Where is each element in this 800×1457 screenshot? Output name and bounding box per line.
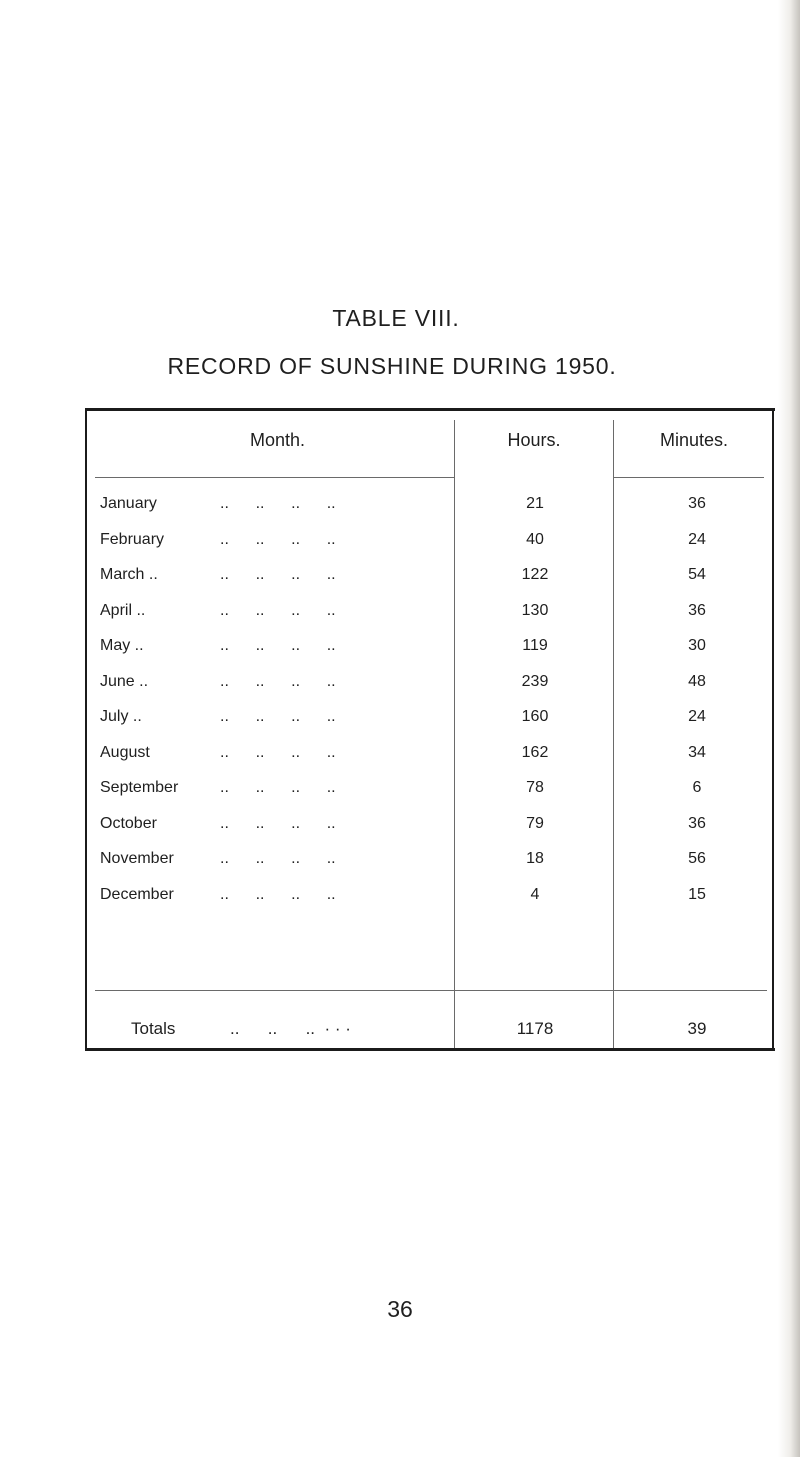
minutes-cell: 15 bbox=[688, 885, 706, 903]
header-underline-month bbox=[95, 477, 455, 478]
totals-label: Totals bbox=[131, 1019, 176, 1038]
leader-dots: .. .. .. .. bbox=[220, 779, 336, 796]
month-name: April .. bbox=[100, 601, 146, 619]
minutes-cell: 24 bbox=[688, 708, 706, 725]
totals-minutes: 39 bbox=[687, 1019, 707, 1038]
leader-dots: .. .. .. .. bbox=[220, 637, 336, 654]
table-row bbox=[0, 779, 800, 815]
header-month: Month. bbox=[249, 430, 306, 450]
month-name: May .. bbox=[100, 637, 144, 654]
leader-dots: .. .. .. .. bbox=[220, 530, 336, 548]
leader-dots: .. .. .. .. bbox=[220, 814, 336, 832]
header-underline-minutes bbox=[614, 477, 764, 478]
leader-dots: .. .. .. .. bbox=[220, 885, 336, 903]
hours-cell: 78 bbox=[526, 779, 544, 796]
minutes-cell: 36 bbox=[688, 601, 706, 619]
table-row bbox=[0, 531, 800, 567]
table-row bbox=[0, 602, 800, 638]
hours-cell: 122 bbox=[521, 566, 549, 583]
table-row bbox=[0, 744, 800, 780]
totals-rule bbox=[95, 990, 767, 991]
minutes-cell: 34 bbox=[688, 743, 706, 761]
table-row bbox=[0, 708, 800, 744]
table-row bbox=[0, 495, 800, 531]
hours-cell: 4 bbox=[530, 885, 540, 903]
month-name: August bbox=[100, 743, 150, 761]
month-name: July .. bbox=[100, 708, 142, 725]
hours-cell: 40 bbox=[526, 530, 544, 548]
leader-dots: .. .. .. .. bbox=[220, 850, 336, 867]
table-row bbox=[0, 673, 800, 709]
leader-dots: .. .. .. .. bbox=[220, 495, 336, 512]
hours-cell: 21 bbox=[526, 495, 544, 512]
hours-cell: 119 bbox=[522, 637, 548, 654]
hours-cell: 18 bbox=[526, 850, 544, 867]
minutes-cell: 54 bbox=[688, 566, 706, 583]
minutes-cell: 36 bbox=[688, 495, 706, 512]
leader-dots: .. .. .. .. bbox=[220, 601, 336, 619]
month-name: June .. bbox=[100, 672, 149, 690]
month-name: October bbox=[100, 814, 157, 832]
table-label: TABLE VIII. bbox=[332, 305, 460, 331]
month-name: February bbox=[100, 530, 165, 548]
table-row bbox=[0, 886, 800, 922]
table-row bbox=[0, 637, 800, 673]
totals-hours: 1178 bbox=[516, 1019, 554, 1038]
hours-cell: 160 bbox=[521, 708, 549, 725]
leader-dots: .. .. .. .. bbox=[220, 566, 336, 583]
month-name: January bbox=[100, 495, 157, 512]
totals-row bbox=[0, 1019, 800, 1055]
month-name: September bbox=[100, 779, 179, 796]
table-row bbox=[0, 815, 800, 851]
minutes-cell: 56 bbox=[688, 850, 706, 867]
minutes-cell: 48 bbox=[688, 672, 706, 690]
header-minutes: Minutes. bbox=[659, 430, 729, 450]
hours-cell: 239 bbox=[521, 672, 549, 690]
leader-dots: .. .. .. .. bbox=[220, 708, 336, 725]
leader-dots: .. .. .. · · · bbox=[230, 1019, 351, 1038]
minutes-cell: 30 bbox=[688, 637, 706, 654]
header-hours: Hours. bbox=[507, 430, 561, 450]
month-name: December bbox=[100, 885, 174, 903]
month-name: March .. bbox=[100, 566, 158, 583]
table-row bbox=[0, 566, 800, 602]
hours-cell: 79 bbox=[526, 814, 544, 832]
page-number: 36 bbox=[387, 1296, 413, 1322]
table-top-rule bbox=[85, 408, 775, 411]
minutes-cell: 36 bbox=[688, 814, 706, 832]
leader-dots: .. .. .. .. bbox=[220, 672, 336, 690]
hours-cell: 130 bbox=[521, 601, 549, 619]
minutes-cell: 6 bbox=[692, 779, 702, 796]
hours-cell: 162 bbox=[521, 743, 549, 761]
table-title: RECORD OF SUNSHINE DURING 1950. bbox=[167, 353, 617, 379]
minutes-cell: 24 bbox=[688, 530, 706, 548]
table-row bbox=[0, 850, 800, 886]
leader-dots: .. .. .. .. bbox=[220, 743, 336, 761]
month-name: November bbox=[100, 850, 174, 867]
